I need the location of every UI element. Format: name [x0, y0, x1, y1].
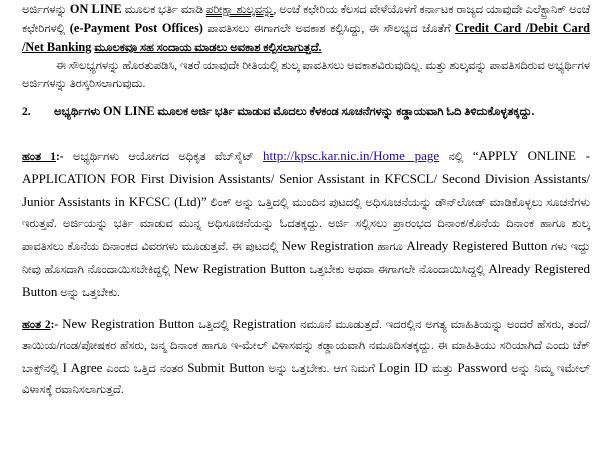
text-run: ಲಿಂಕ್ ಅನ್ನು ಒತ್ತಿದಲ್ಲಿ ಮುಂದಿನ ಪುಟದಲ್ಲಿ ಅಧಿಸೂಚನೆಯನ್ನು ಡೌನ್‌ಲೋಡ್ ಮಾಡಿಕೊಳ್ಳಲು ಸೂಚನೆಗಳು ಇರುತ್ತವೆ. ಅರ್ಜಿಯನ್ನು ಭರ್ತಿ ಮಾಡುವ ಮುನ್ನ ಅಧಿಸೂಚನೆಯನ್ನು ಓದತಕ್ಕದ್ದು. ಅರ್ಜಿ ಸಲ್ಲಿಸಲು ಪ್ರಾರಂಭದ ದಿನಾಂಕ/ಕೊನೆಯ ದಿನಾಂಕ ಹಾಗೂ ಶುಲ್ಕ ಪಾವತಿಸಲು ಕೊನೆಯ ದಿನಾಂಕದ ವಿವರಗಳು ಮೂಡುತ್ತವೆ. ಈ ಪುಟದಲ್ಲಿ	[22, 197, 591, 253]
text-run: ಅನ್ನು ಒತ್ತಬೇಕು.	[60, 287, 120, 299]
text-run: ಒತ್ತಬೇಕು ಅಥವಾ ಈಗಾಗಲೇ ನೊಂದಾಯಿಸಿದ್ದಲ್ಲಿ	[309, 264, 485, 276]
new-registration-button-term: New Registration Button	[173, 261, 306, 276]
login-id-term: Login ID	[378, 360, 428, 375]
password-term: Password	[457, 360, 508, 375]
already-registered-term: Already Registered Button	[406, 238, 548, 253]
step-separator: :-	[50, 319, 59, 331]
epayment-post-offices: (e-Payment Post Offices)	[69, 21, 203, 35]
text-run: ಮತ್ತು	[431, 363, 454, 375]
i-agree-term: I Agree	[62, 360, 103, 375]
text-run: ಅನ್ನು ನಿಮ್ಮ ಇಮೇಲ್ ವಿಳಾಸಕ್ಕೆ ರವಾನಿಸಲಾಗುತ್ತದೆ.	[22, 363, 590, 396]
payment-methods-suffix: ಮೂಲಕವೂ ಸಹ ಸಂದಾಯ ಮಾಡಲು ಅವಕಾಶ ಕಲ್ಪಿಸಲಾಗುತ್ತದೆ.	[94, 42, 322, 54]
submit-button-term: Submit Button	[187, 360, 265, 375]
section-number: 2.	[22, 106, 31, 118]
kpsc-website-link[interactable]: http://kpsc.kar.nic.in/Home page	[263, 148, 440, 163]
text-run: ಅಭ್ಯರ್ಥಿಗಳು	[54, 106, 101, 118]
text-run: ಅಂಚೆ ಕಛೇರಿಯ ಕೆಲಸದ ವೇಳೆಯೊಳಗೆ ಕರ್ನಾಟಕ ರಾಜ್ಯದ ಯಾವುದೇ ಎಲೆಕ್ಟ್ರಾನಿಕ್ ಅಂಚೆ ಕಛೇರಿಗಳಲ್ಲಿ	[22, 4, 590, 35]
instruction-heading	[22, 103, 590, 121]
text-run: ಅಭ್ಯರ್ಥಿಗಳು ಆಯೋಗದ ಅಧಿಕೃತ ವೆಬ್‌ಸೈಟ್	[72, 151, 254, 163]
text-run: ಈ ಸೌಲಭ್ಯಗಳನ್ನು ಹೊರತುಪಡಿಸಿ, ಇತರೆ ಯಾವುದೇ ರೀತಿಯಲ್ಲಿ ಶುಲ್ಕ ಪಾವತಿಸಲು ಅವಕಾಶವಿರುವುದಿಲ್ಲ. ಮತ್ತು ಶುಲ್ಕವನ್ನು ಪಾವತಿಸದಿರುವ ಅಭ್ಯರ್ಥಿಗಳ ಅರ್ಜಿಗಳನ್ನು ತಿರಸ್ಕರಿಸಲಾಗುವುದು.	[22, 60, 590, 90]
text-run: ಹಾಗೂ	[377, 241, 403, 253]
new-registration-term: New Registration	[281, 238, 374, 253]
bottom-margin	[0, 420, 600, 450]
text-run: ಅರ್ಜಿಗಳನ್ನು	[22, 4, 67, 16]
new-registration-button-term: New Registration Button	[62, 316, 195, 331]
registration-term: Registration	[232, 316, 297, 331]
text-run: ಅನ್ನು ಒತ್ತಬೇಕು. ಆಗ ನಿಮಗೆ	[268, 363, 375, 375]
already-registered-button-term: Already Registered Button	[22, 261, 590, 299]
payment-methods: Credit Card /Debit Card /Net Banking	[22, 21, 590, 54]
online-keyword: ON LINE	[69, 2, 122, 16]
text-run: ಗಳು ಇದ್ದು ನೀವು ಹೊಸದಾಗಿ ನೊಂದಾಯಿಸಬೇಕಿದ್ದಲ್ಲಿ	[22, 241, 591, 276]
step1-label: ಹಂತ 1	[22, 151, 56, 163]
exam-fee-phrase: ಪರೀಕ್ಷಾ ಶುಲ್ಕವನ್ನು	[205, 4, 274, 16]
step1-paragraph	[22, 145, 590, 304]
text-run: ನಲ್ಲಿ	[448, 151, 464, 163]
online-keyword: ON LINE	[102, 104, 155, 118]
step2-label: ಹಂತ 2	[22, 319, 51, 331]
text-run: ಎಂದು ಒತ್ತಿದ ನಂತರ	[106, 363, 184, 375]
text-run: ಮೂಲಕ ಅರ್ಜಿ ಭರ್ತಿ ಮಾಡುವ ಮೊದಲು ಕೆಳಕಂಡ ಸೂಚನೆಗಳನ್ನು ಕಡ್ಡಾಯವಾಗಿ ಓದಿ ತಿಳಿದುಕೊಳ್ಳತಕ್ಕದ್ದು.	[157, 106, 535, 118]
text-run: ಒತ್ತಿದಲ್ಲಿ	[198, 319, 229, 331]
apply-online-link-title: “APPLY ONLINE -APPLICATION FOR First Division Assistants/ Senior Assistant in KFCSCL/ Second Division Assistants/ Junior Assistants in KFCSC (Ltd)”	[22, 148, 590, 209]
fee-payment-paragraph: ಅರ್ಜಿಗಳನ್ನು ON LINE ಮೂಲಕ ಭರ್ತಿ ಮಾಡಿ ಪರೀಕ್ಷಾ ಶುಲ್ಕವನ್ನು, ಅಂಚೆ ಕಛೇರಿಯ ಕೆಲಸದ ವೇಳೆಯೊಳಗೆ ಕರ್ನಾಟಕ ರಾಜ್ಯದ ಯಾವುದೇ ಎಲೆಕ್ಟ್ರಾನಿಕ್ ಅಂಚೆ ಕಛೇರಿಗಳಲ್ಲಿ (e-Payment Post Offices) ಪಾವತಿಸಲು ಈಗಾಗಲೇ ಅವಕಾಶ ಕಲ್ಪಿಸಿದ್ದು, ಈ ಸೌಲಭ್ಯದ ಜೊತೆಗೆ Credit Card /Debit Card /Net Banking ಮೂಲಕವೂ ಸಹ ಸಂದಾಯ ಮಾಡಲು ಅವಕಾಶ ಕಲ್ಪಿಸಲಾಗುತ್ತದೆ. ಈ ಸೌಲಭ್ಯಗಳನ್ನು ಹೊರತುಪಡಿಸಿ, ಇತರೆ ಯಾವುದೇ ರೀತಿಯಲ್ಲಿ ಶುಲ್ಕ ಪಾವತಿಸಲು ಅವಕಾಶವಿರುವುದಿಲ್ಲ. ಮತ್ತು ಶುಲ್ಕವನ್ನು ಪಾವತಿಸದಿರುವ ಅಭ್ಯರ್ಥಿಗಳ ಅರ್ಜಿಗಳನ್ನು ತಿರಸ್ಕರಿಸಲಾಗುವುದು.	[22, 2, 590, 90]
step2-paragraph	[22, 313, 590, 401]
text-run: ನಮೂನೆ ಮೂಡುತ್ತದೆ. ಇದರಲ್ಲಿನ ಅಗತ್ಯ ಮಾಹಿತಿಯನ್ನು ಅಂದರೆ ಹೆಸರು, ತಂದೆ/ತಾಯಿಯ/ಗಂಡ/ಪೋಷಕರ ಹೆಸರು, ಜನ್ಮ ದಿನಾಂಕ ಹಾಗೂ ಇ-ಮೇಲ್ ವಿಳಾಸವನ್ನು ಕಡ್ಡಾಯವಾಗಿ ನಮೂದಿಸತಕ್ಕದ್ದು. ಈ ಮಾಹಿತಿಯು ಸರಿಯಾಗಿದೆ ಎಂದು ಚೆಕ್ ಬಾಕ್ಸ್‌ನಲ್ಲಿ	[22, 319, 590, 375]
step-separator: :-	[55, 151, 64, 163]
text-run: ಮೂಲಕ ಭರ್ತಿ ಮಾಡಿ	[124, 4, 203, 16]
text-run: ಪಾವತಿಸಲು ಈಗಾಗಲೇ ಅವಕಾಶ ಕಲ್ಪಿಸಿದ್ದು, ಈ ಸೌಲಭ್ಯದ ಜೊತೆಗೆ	[207, 23, 451, 35]
